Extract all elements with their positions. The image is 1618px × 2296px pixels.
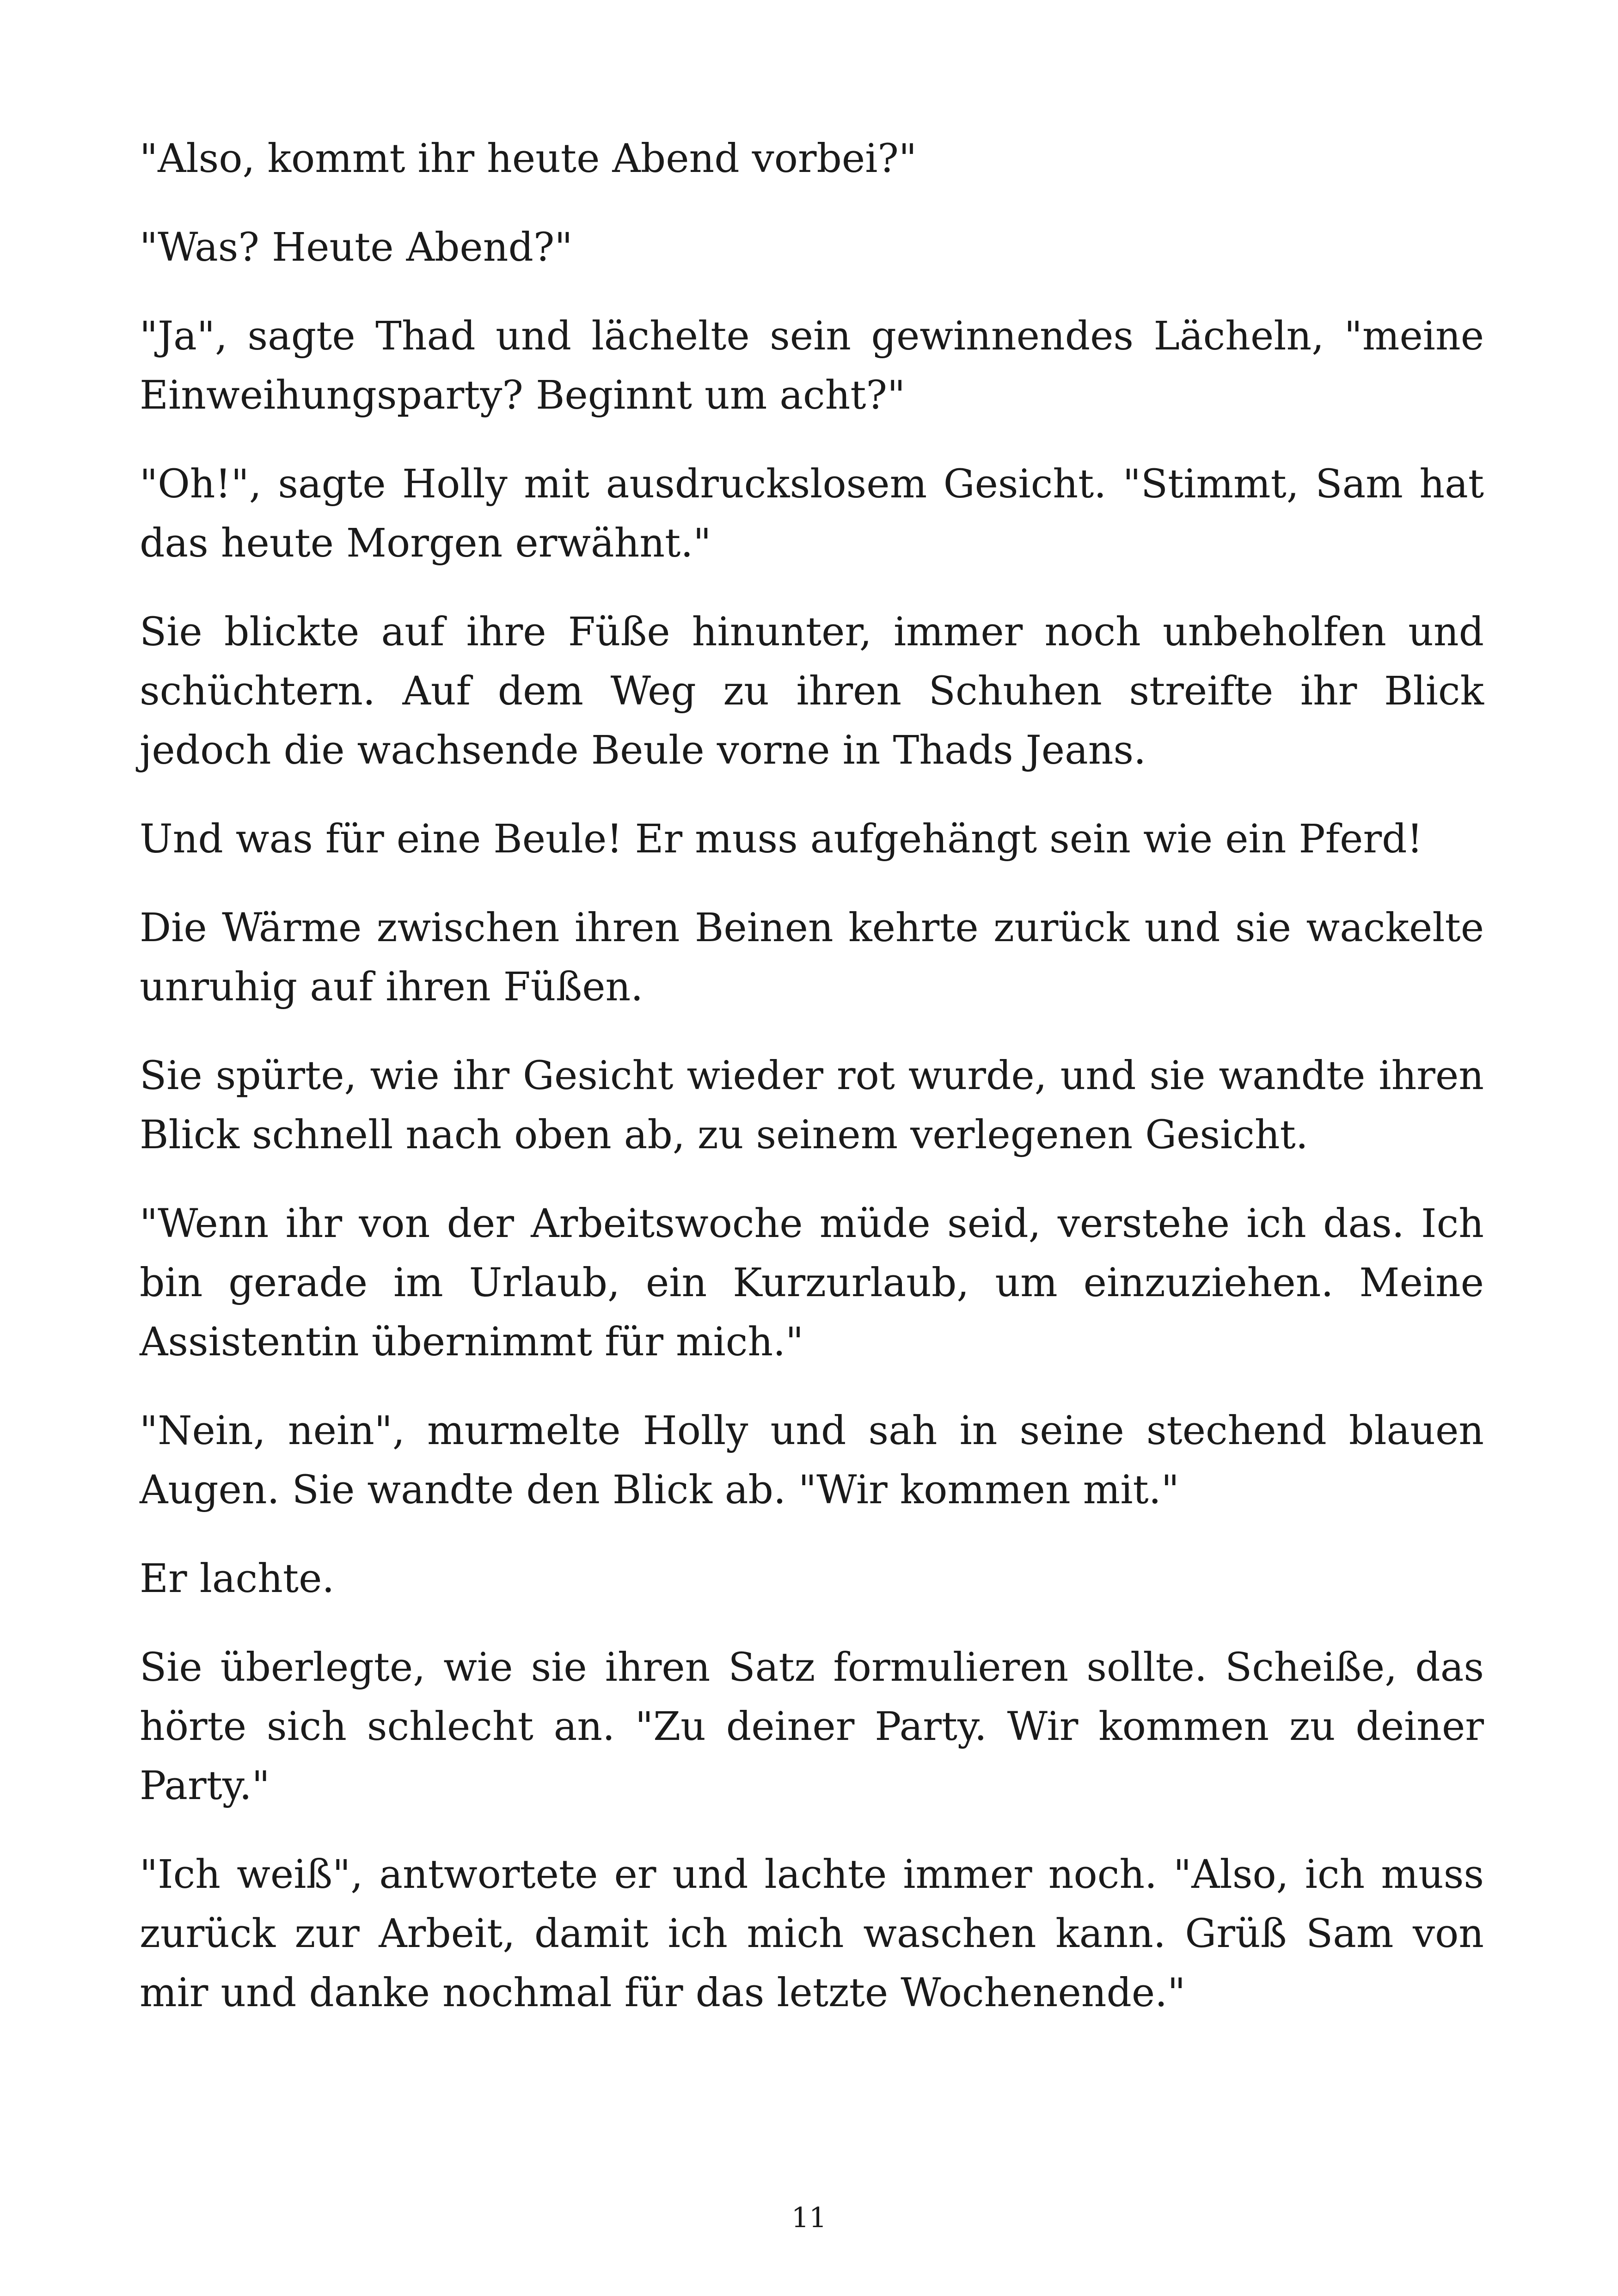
paragraph: "Oh!", sagte Holly mit ausdruckslosem Gesicht. "Stimmt, Sam hat das heute Morgen erwähnt." [140,461,1484,566]
paragraph: "Ja", sagte Thad und lächelte sein gewinnendes Lächeln, "meine Einweihungsparty? Beginnt um acht?" [140,313,1484,418]
paragraph: Sie überlegte, wie sie ihren Satz formulieren sollte. Scheiße, das hörte sich schlecht an. "Zu deiner Party. Wir kommen zu deiner Party." [140,1645,1484,1809]
body-text [140,129,1484,2052]
paragraph: "Nein, nein", murmelte Holly und sah in seine stechend blauen Augen. Sie wandte den Blick ab. "Wir kommen mit." [140,1408,1484,1513]
paragraph: "Was? Heute Abend?" [140,225,573,270]
paragraph: "Also, kommt ihr heute Abend vorbei?" [140,136,917,182]
paragraph: "Wenn ihr von der Arbeitswoche müde seid, verstehe ich das. Ich bin gerade im Urlaub, ein Kurzurlaub, um einzuziehen. Meine Assistentin übernimmt für mich." [140,1201,1484,1365]
paragraph: "Ich weiß", antwortete er und lachte immer noch. "Also, ich muss zurück zur Arbeit, damit ich mich waschen kann. Grüß Sam von mir und danke nochmal für das letzte Wochenende." [140,1852,1484,2016]
paragraph: Sie blickte auf ihre Füße hinunter, immer noch unbeholfen und schüchtern. Auf dem Weg zu ihren Schuhen streifte ihr Blick jedoch die wachsende Beule vorne in Thads Jeans. [140,609,1484,773]
paragraph: Sie spürte, wie ihr Gesicht wieder rot wurde, und sie wandte ihren Blick schnell nach oben ab, zu seinem verlegenen Gesicht. [140,1053,1484,1158]
page-number: 11 [791,2202,827,2234]
paragraph: Und was für eine Beule! Er muss aufgehängt sein wie ein Pferd! [140,816,1423,862]
paragraph: Die Wärme zwischen ihren Beinen kehrte zurück und sie wackelte unruhig auf ihren Füßen. [140,905,1484,1010]
paragraph: Er lachte. [140,1556,335,1602]
